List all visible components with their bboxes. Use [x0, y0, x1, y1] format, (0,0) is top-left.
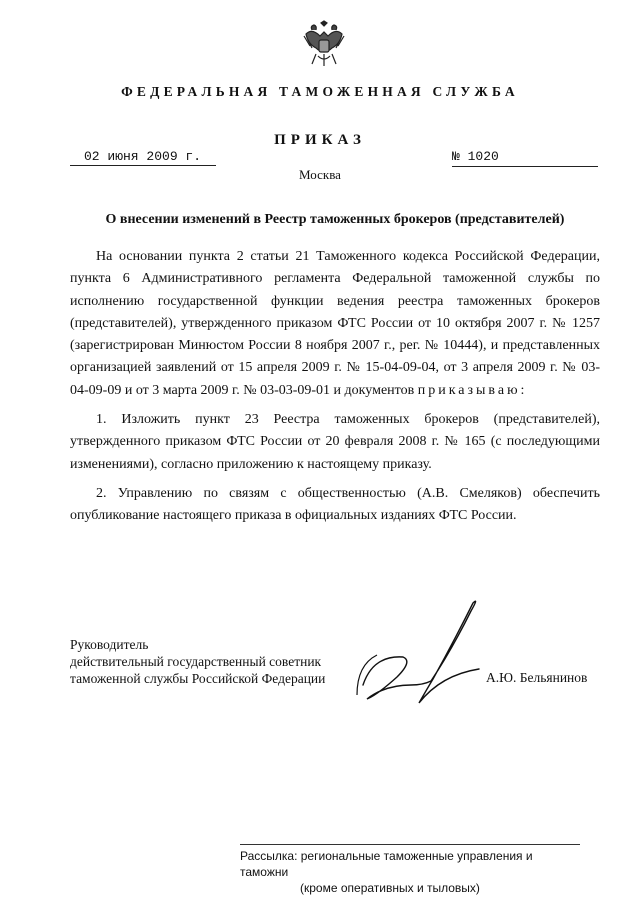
paragraph-basis-text: На основании пункта 2 статьи 21 Таможенного кодекса Российской Федерации, пункта 6 Административного регламента Федеральной таможенной службы по исполнению государственной функции ведения реестра таможенных брокеров (представителей), утвержденного приказом ФТС России от 10 октября 2007 г. № 1257 (зарегистрирован Минюстом России 8 ноября 2007 г., рег. № 10444), и представленных организацией заявлений от 15 апреля 2009 г. № 15-04-09-04, от 3 апреля 2009 г. № 03-04-09-09 и от 3 марта 2009 г. № 03-03-09-01 и документов	[70, 249, 600, 398]
coat-of-arms-emblem	[302, 20, 346, 70]
signatory-rank-line1: действительный государственный советник	[70, 654, 322, 669]
distribution-line-2: (кроме оперативных и тыловых)	[300, 881, 480, 895]
paragraph-item-1: 1. Изложить пункт 23 Реестра таможенных брокеров (представителей), утвержденного приказом ФТС России от 20 февраля 2008 г. № 165 (с последующими изменениями), согласно приложению к настоящему приказу.	[70, 412, 600, 472]
order-title: О внесении изменений в Реестр таможенных брокеров (представителей)	[105, 212, 565, 227]
distribution-line-1: Рассылка: региональные таможенные управления и таможни	[240, 849, 533, 879]
signer-name: А.Ю. Бельянинов	[486, 670, 588, 685]
distribution-list	[240, 848, 580, 896]
order-date: 02 июня 2009 г.	[70, 150, 216, 166]
agency-name: ФЕДЕРАЛЬНАЯ ТАМОЖЕННАЯ СЛУЖБА	[121, 84, 519, 99]
signatory-title	[70, 636, 325, 687]
signatory-position: Руководитель	[70, 637, 149, 652]
signatory-rank-line2: таможенной службы Российской Федерации	[70, 671, 326, 686]
document-type: ПРИКАЗ	[274, 132, 366, 148]
order-city: Москва	[299, 167, 341, 182]
paragraph-basis	[70, 246, 600, 402]
order-number: № 1020	[452, 150, 598, 167]
order-body	[70, 246, 600, 528]
paragraph-item-2: 2. Управлению по связям с общественностью (А.В. Смеляков) обеспечить опубликование настоящего приказа в официальных изданиях ФТС России.	[70, 485, 600, 524]
handwritten-signature	[355, 595, 500, 720]
order-keyword: приказываю:	[417, 382, 528, 398]
footer-divider	[240, 844, 580, 845]
